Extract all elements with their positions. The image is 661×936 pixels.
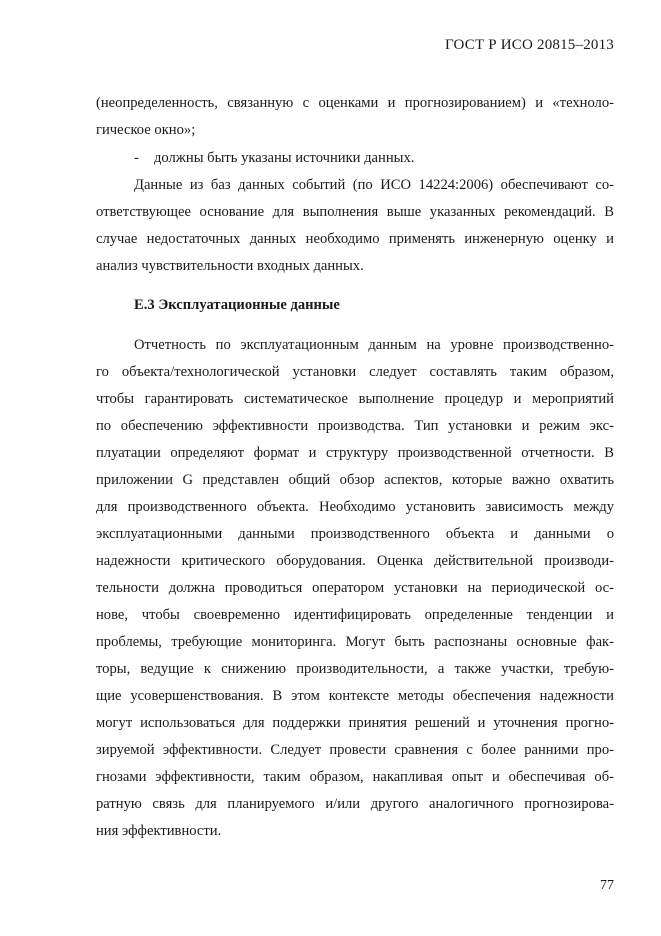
list-item <box>134 148 414 168</box>
paragraph-3-line-6: приложении G представлен общий обзор аспектов, которые важно охватить <box>96 472 614 488</box>
paragraph-3-line-3: чтобы гарантировать систематическое выполнение процедур и мероприятий <box>96 391 614 407</box>
paragraph-3-line-11: нове, чтобы своевременно идентифицировать определенные тенденции и <box>96 607 614 623</box>
paragraph-2-line-4: анализ чувствительности входных данных. <box>96 258 364 274</box>
paragraph-3-line-13: торы, ведущие к снижению производительности, а также участки, требую- <box>96 661 614 677</box>
paragraph-1-line-2: гическое окно»; <box>96 122 196 138</box>
paragraph-2-line-2: ответствующее основание для выполнения выше указанных рекомендаций. В <box>96 204 614 220</box>
paragraph-3-line-15: могут использоваться для поддержки принятия решений и уточнения прогно- <box>96 715 614 731</box>
paragraph-1-line-1: (неопределенность, связанную с оценками и прогнозированием) и «техноло- <box>96 95 614 111</box>
list-item-text: должны быть указаны источники данных. <box>154 150 415 166</box>
paragraph-3-line-12: проблемы, требующие мониторинга. Могут быть распознаны основные фак- <box>96 634 614 650</box>
list-dash: - <box>134 150 139 166</box>
section-heading: Е.3 Эксплуатационные данные <box>134 297 340 313</box>
paragraph-3-line-7: для производственного объекта. Необходимо установить зависимость между <box>96 499 614 515</box>
paragraph-3-line-18: ратную связь для планируемого и/или другого аналогичного прогнозирова- <box>96 796 614 812</box>
paragraph-3-line-5: плуатации определяют формат и структуру производственной отчетности. В <box>96 445 614 461</box>
paragraph-3-line-19: ния эффективности. <box>96 823 222 839</box>
paragraph-3-line-17: гнозами эффективности, таким образом, накапливая опыт и обеспечивая об- <box>96 769 614 785</box>
document-header: ГОСТ Р ИСО 20815–2013 <box>445 37 614 53</box>
page-number: 77 <box>600 878 614 893</box>
paragraph-3-line-10: тельности должна проводиться оператором установки на периодической ос- <box>96 580 614 596</box>
paragraph-3-line-14: щие усовершенствования. В этом контексте методы обеспечения надежности <box>96 688 614 704</box>
paragraph-3-line-2: го объекта/технологической установки следует составлять таким образом, <box>96 364 614 380</box>
paragraph-2-line-1: Данные из баз данных событий (по ИСО 14224:2006) обеспечивают со- <box>134 177 614 193</box>
paragraph-3-line-1: Отчетность по эксплуатационным данным на уровне производственно- <box>134 337 614 353</box>
paragraph-3-line-4: по обеспечению эффективности производства. Тип установки и режим экс- <box>96 418 614 434</box>
paragraph-3-line-9: надежности критического оборудования. Оценка действительной производи- <box>96 553 614 569</box>
paragraph-3-line-8: эксплуатационными данными производственного объекта и данными о <box>96 526 614 542</box>
paragraph-3-line-16: зируемой эффективности. Следует провести сравнения с более ранними про- <box>96 742 614 758</box>
paragraph-2-line-3: случае недостаточных данных необходимо применять инженерную оценку и <box>96 231 614 247</box>
